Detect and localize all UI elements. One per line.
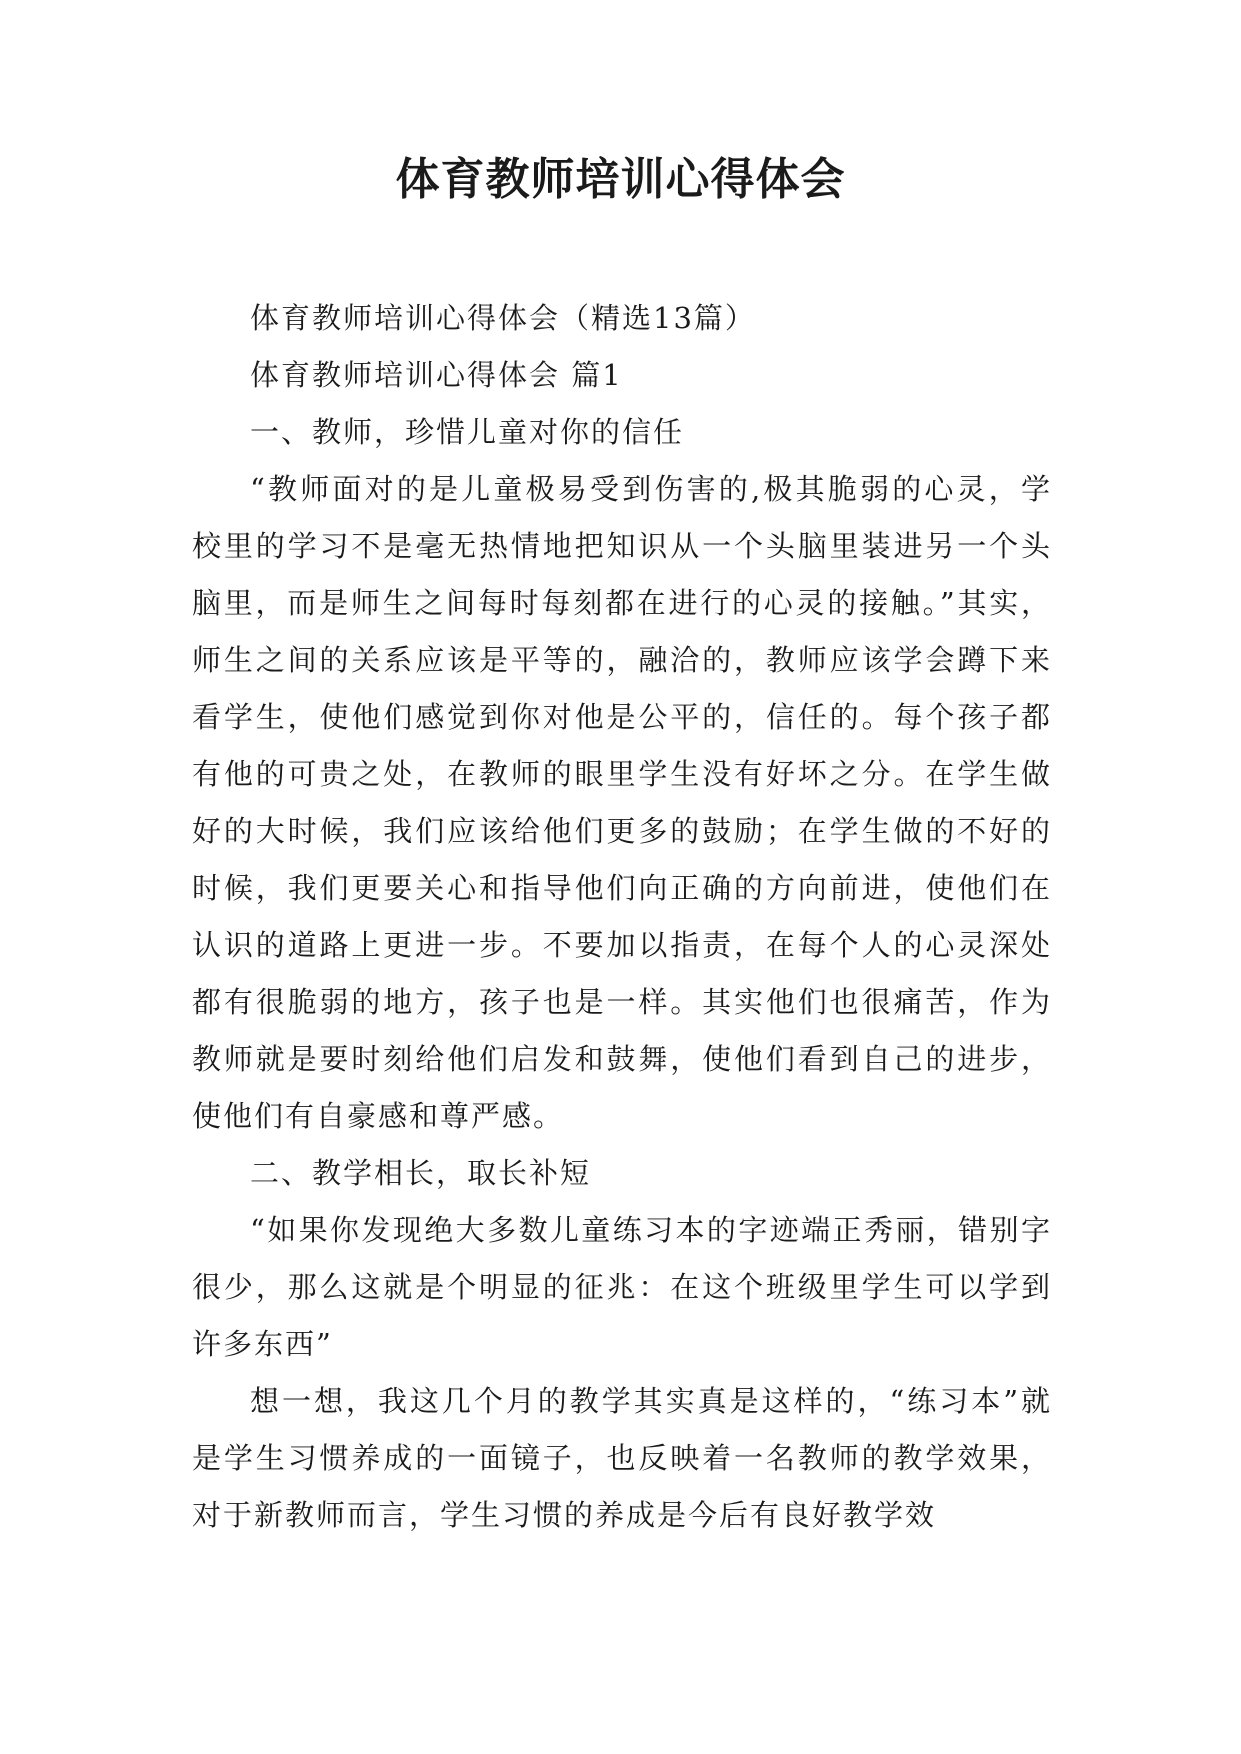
paragraph-heading-1: 一、教师，珍惜儿童对你的信任 xyxy=(250,415,685,449)
paragraph-quote-2: “如果你发现绝大多数儿童练习本的字迹端正秀丽，错别字很少，那么这就是个明显的征兆：在这个班级里学生可以学到许多东西” xyxy=(192,1213,1052,1361)
document-title: 体育教师培训心得体会 xyxy=(395,154,846,205)
paragraph-body-2: 想一想，我这几个月的教学其实真是这样的，“练习本”就是学生习惯养成的一面镜子，也反映着一名教师的教学效果，对于新教师而言，学生习惯的养成是今后有良好教学效 xyxy=(192,1384,1052,1532)
paragraph-section-heading: 体育教师培训心得体会 篇1 xyxy=(250,358,623,392)
paragraph-body-1: “教师面对的是儿童极易受到伤害的,极其脆弱的心灵，学校里的学习不是毫无热情地把知识从一个头脑里装进另一个头脑里，而是师生之间每时每刻都在进行的心灵的接触。”其实，师生之间的关系应该是平等的，融洽的，教师应该学会蹲下来看学生，使他们感觉到你对他是公平的，信任的。每个孩子都有他的可贵之处，在教师的眼里学生没有好坏之分。在学生做好的大时候，我们应该给他们更多的鼓励；在学生做的不好的时候，我们更要关心和指导他们向正确的方向前进，使他们在认识的道路上更进一步。不要加以指责，在每个人的心灵深处都有很脆弱的地方，孩子也是一样。其实他们也很痛苦，作为教师就是要时刻给他们启发和鼓舞，使他们看到自己的进步，使他们有自豪感和尊严感。 xyxy=(192,472,1052,1133)
paragraph-collection-title: 体育教师培训心得体会（精选13篇） xyxy=(250,301,756,335)
paragraph-heading-2: 二、教学相长，取长补短 xyxy=(250,1156,592,1190)
document-body xyxy=(192,290,1052,1544)
